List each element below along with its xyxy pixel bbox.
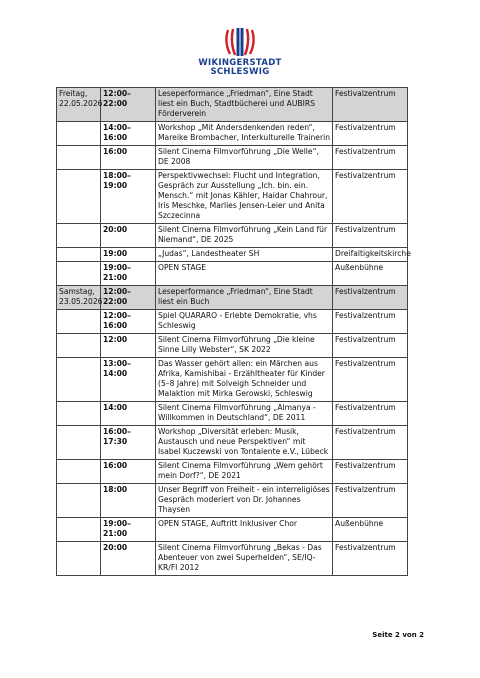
table-row — [57, 146, 408, 170]
event-cell: „Judas“, Landestheater SH — [156, 248, 333, 262]
time-cell: 16:00 — [101, 146, 156, 170]
table-row — [57, 402, 408, 426]
program-table — [56, 87, 411, 576]
city-logo — [0, 28, 480, 77]
date-cell — [57, 170, 101, 224]
table-row — [57, 484, 408, 518]
table-row — [57, 426, 408, 460]
table-row — [57, 122, 408, 146]
event-cell: Silent Cinema Filmvorführung „Bekas - Das Abenteuer von zwei Superhelden“, SE/IQ-KR/FI 2012 — [156, 542, 333, 576]
time-cell: 19:00 — [101, 248, 156, 262]
date-cell — [57, 542, 101, 576]
location-cell: Außenbühne — [333, 262, 408, 286]
event-cell: Leseperformance „Friedman“, Eine Stadt liest ein Buch, Stadtbücherei und AUBIRS Förderverein — [156, 88, 333, 122]
location-cell: Festivalzentrum — [333, 484, 408, 518]
date-cell — [57, 146, 101, 170]
event-cell: Silent Cinema Filmvorführung „Die kleine Sinne Lilly Webster“, SK 2022 — [156, 334, 333, 358]
date-cell — [57, 518, 101, 542]
event-cell: OPEN STAGE, Auftritt Inklusiver Chor — [156, 518, 333, 542]
location-cell: Festivalzentrum — [333, 426, 408, 460]
date-cell — [57, 358, 101, 402]
table-row — [57, 248, 408, 262]
event-cell: Silent Cinema Filmvorführung „Die Welle“, DE 2008 — [156, 146, 333, 170]
date-cell — [57, 484, 101, 518]
table-row — [57, 460, 408, 484]
table-row — [57, 88, 408, 122]
event-cell: Silent Cinema Filmvorführung „Kein Land für Niemand“, DE 2025 — [156, 224, 333, 248]
event-cell: Das Wasser gehört allen: ein Märchen aus Afrika, Kamishibai - Erzähltheater für Kinder (5–8 Jahre) mit Solveigh Schneider und Malaktion mit Mirka Gerowski, Schleswig — [156, 358, 333, 402]
time-cell: 19:00–21:00 — [101, 518, 156, 542]
event-cell: Silent Cinema Filmvorführung „Almanya - Willkommen in Deutschland“, DE 2011 — [156, 402, 333, 426]
location-cell: Festivalzentrum — [333, 122, 408, 146]
table-row — [57, 358, 408, 402]
location-cell: Festivalzentrum — [333, 460, 408, 484]
time-cell: 14:00–16:00 — [101, 122, 156, 146]
date-cell — [57, 334, 101, 358]
table-row — [57, 542, 408, 576]
table-row — [57, 334, 408, 358]
table-row — [57, 170, 408, 224]
logo-text-line1: WIKINGERSTADT — [198, 58, 282, 68]
time-cell: 18:00 — [101, 484, 156, 518]
time-cell: 12:00 — [101, 334, 156, 358]
table-row — [57, 224, 408, 248]
event-cell: Workshop „Mit Andersdenkenden reden“, Mareike Brombacher, Interkulturelle Trainerin — [156, 122, 333, 146]
time-cell: 12:00–22:00 — [101, 88, 156, 122]
location-cell: Festivalzentrum — [333, 146, 408, 170]
date-cell — [57, 402, 101, 426]
location-cell: Festivalzentrum — [333, 402, 408, 426]
page-number: Seite 2 von 2 — [372, 631, 424, 639]
event-cell: Spiel QUARARO - Erlebte Demokratie, vhs Schleswig — [156, 310, 333, 334]
date-cell — [57, 248, 101, 262]
date-cell — [57, 310, 101, 334]
time-cell: 18:00–19:00 — [101, 170, 156, 224]
date-cell — [57, 460, 101, 484]
date-cell: Samstag, 23.05.2026 — [57, 286, 101, 310]
time-cell: 12:00–22:00 — [101, 286, 156, 310]
location-cell: Festivalzentrum — [333, 286, 408, 310]
time-cell: 20:00 — [101, 224, 156, 248]
table-row — [57, 286, 408, 310]
location-cell: Festivalzentrum — [333, 358, 408, 402]
time-cell: 19:00–21:00 — [101, 262, 156, 286]
time-cell: 13:00–14:00 — [101, 358, 156, 402]
table-row — [57, 262, 408, 286]
table-row — [57, 310, 408, 334]
date-cell — [57, 262, 101, 286]
time-cell: 12:00–16:00 — [101, 310, 156, 334]
event-cell: Unser Begriff von Freiheit - ein interreligiöses Gespräch moderiert von Dr. Johannes Thaysen — [156, 484, 333, 518]
location-cell: Außenbühne — [333, 518, 408, 542]
date-cell — [57, 224, 101, 248]
location-cell: Festivalzentrum — [333, 542, 408, 576]
location-cell: Festivalzentrum — [333, 224, 408, 248]
event-cell: Silent Cinema Filmvorführung „Wem gehört mein Dorf?“, DE 2021 — [156, 460, 333, 484]
location-cell: Festivalzentrum — [333, 334, 408, 358]
event-cell: Workshop „Diversität erleben: Musik, Austausch und neue Perspektiven“ mit Isabel Kuczewski von Tontalente e.V., Lübeck — [156, 426, 333, 460]
date-cell — [57, 426, 101, 460]
table-row — [57, 518, 408, 542]
logo-emblem-icon — [220, 28, 260, 58]
time-cell: 16:00 — [101, 460, 156, 484]
time-cell: 16:00–17:30 — [101, 426, 156, 460]
location-cell: Festivalzentrum — [333, 88, 408, 122]
date-cell: Freitag, 22.05.2026 — [57, 88, 101, 122]
event-cell: Leseperformance „Friedman“, Eine Stadt liest ein Buch — [156, 286, 333, 310]
logo-text-line2: SCHLESWIG — [210, 67, 270, 77]
time-cell: 14:00 — [101, 402, 156, 426]
event-cell: Perspektivwechsel: Flucht und Integration, Gespräch zur Ausstellung „Ich. bin. ein. Mensch.“ mit Jonas Kähler, Haidar Chahrour, Iris Meschke, Marlies Jensen-Leier und Anita Szczecinna — [156, 170, 333, 224]
event-cell: OPEN STAGE — [156, 262, 333, 286]
location-cell: Dreifaltigkeitskirche — [333, 248, 408, 262]
time-cell: 20:00 — [101, 542, 156, 576]
location-cell: Festivalzentrum — [333, 170, 408, 224]
location-cell: Festivalzentrum — [333, 310, 408, 334]
date-cell — [57, 122, 101, 146]
